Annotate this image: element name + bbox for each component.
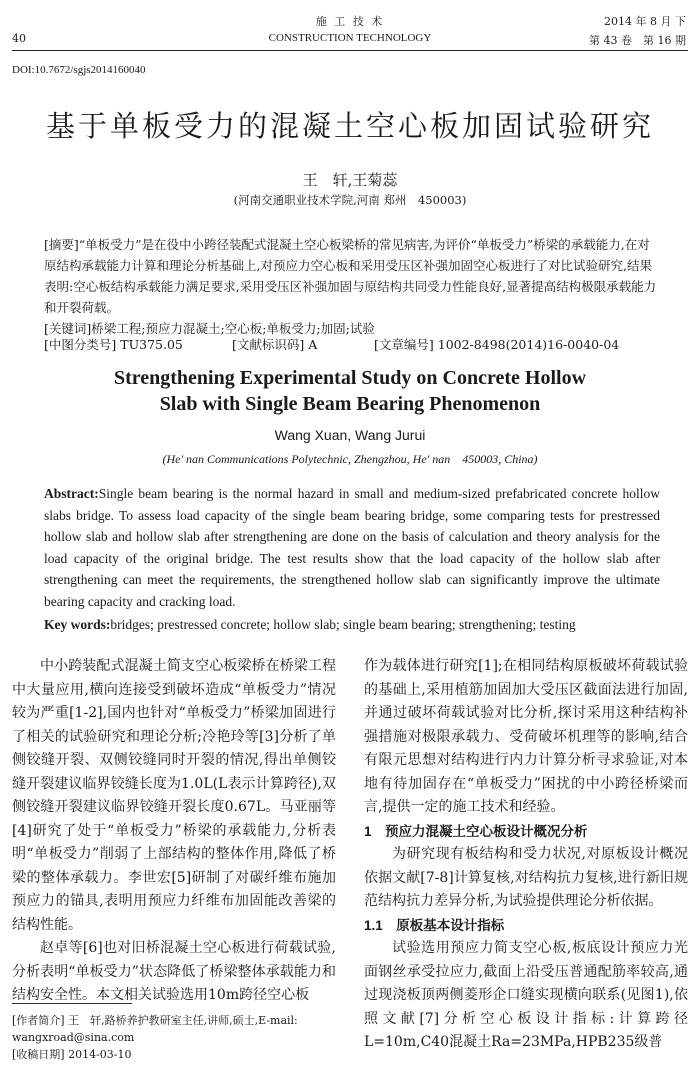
issue-date: 2014 年 8 月 下 — [604, 15, 686, 28]
right-column — [364, 655, 688, 1055]
doi: DOI:10.7672/sgjs2014160040 — [12, 64, 146, 76]
section-1-1-heading: 1.1 原板基本设计指标 — [364, 917, 505, 933]
article-number: [文章编号] 1002-8498(2014)16-0040-04 — [374, 337, 620, 352]
authors-cn: 王 轩,王菊蕊 — [302, 171, 398, 189]
received-date: [收稿日期] 2014-03-10 — [12, 1048, 132, 1061]
keywords-cn-label: [关键词] — [44, 321, 92, 336]
journal-name-cn: 施 工 技 术 — [315, 15, 385, 28]
volume-issue: 第 43 卷 第 16 期 — [589, 34, 686, 47]
keywords-en-label: Key words: — [44, 617, 111, 632]
right-paragraph-1: 作为载体进行研究[1];在相同结构原板破坏荷载试验的基础上,采用植筋加固加大受压区截面法进行加固,并通过破坏荷载试验对比分析,探讨采用这种结构补强措施对极限承载力、受荷破坏机理等的影响,结合有限元思想对结构进行内力计算分析寻求验证,对本地有待加固存在“单板受力”困扰的中小跨径桥梁而言,提供一定的施工技术和经验。 — [364, 658, 688, 815]
keywords-en — [44, 614, 660, 636]
keywords-en-text: bridges; prestressed concrete; hollow slab; single beam bearing; strengthening; testing — [110, 617, 576, 632]
keywords-cn-text: 桥梁工程;预应力混凝土;空心板;单板受力;加固;试验 — [91, 321, 375, 336]
doc-code: [文献标识码] A — [232, 337, 318, 352]
affiliation-cn: (河南交通职业技术学院,河南 郑州 450003) — [233, 193, 467, 207]
authors-en: Wang Xuan, Wang Jurui — [274, 427, 426, 443]
left-column — [12, 655, 336, 1008]
journal-name-en: CONSTRUCTION TECHNOLOGY — [268, 32, 432, 44]
abstract-en-label: Abstract: — [44, 486, 99, 501]
right-paragraph-2: 为研究现有板结构和受力状况,对原板设计概况依据文献[7-8]计算复核,对结构抗力复核,进行新旧规范结构抗力差异分析,为试验提供理论分析依据。 — [364, 846, 688, 909]
footnote — [12, 1012, 336, 1063]
author-bio: [作者简介] 王 轩,路桥养护教研室主任,讲师,硕士,E-mail: wangxroad@sina.com — [12, 1014, 298, 1044]
page-number: 40 — [12, 32, 26, 45]
clc-code: [中图分类号] TU375.05 — [44, 337, 183, 352]
right-paragraph-3: 试验选用预应力简支空心板,板底设计预应力光面钢丝承受拉应力,截面上沿受压普通配筋率较高,通过现浇板顶两侧菱形企口缝实现横向联系(见图1),依照文献[7]分析空心板设计指标:计算跨径L=10m,C40混凝土Ra=23MPa,HPB235级普 — [364, 940, 688, 1050]
affiliation-en: (He' nan Communications Polytechnic, Zhengzhou, He' nan 450003, China) — [162, 452, 538, 466]
title-en-line1: Strengthening Experimental Study on Concrete Hollow — [113, 367, 587, 389]
abstract-cn-text: “单板受力”是在役中小跨径装配式混凝土空心板梁桥的常见病害,为评价“单板受力”桥梁的承载能力,在对原结构承载能力计算和理论分析基础上,对预应力空心板和采用受压区补强加固空心板进行了对比试验研究,结果表明:空心板结构承载能力满足要求,采用受压区补强加固与原结构共同受力性能良好,显著提高结构极限承载能力和开裂荷载。 — [44, 237, 657, 315]
section-1-heading: 1 预应力混凝土空心板设计概况分析 — [364, 823, 588, 839]
footnote-rule — [12, 1003, 132, 1004]
abstract-cn — [44, 234, 660, 318]
abstract-cn-label: [摘要] — [44, 237, 79, 252]
abstract-en — [44, 483, 660, 612]
header-rule — [12, 50, 688, 51]
left-paragraph-1: 中小跨装配式混凝土简支空心板梁桥在桥梁工程中大量应用,横向连接受到破坏造成“单板受力”情况较为严重[1-2],国内也针对“单板受力”桥梁加固进行了相关的试验研究和理论分析;冷艳玲等[3]分析了单侧铰缝开裂、双侧铰缝同时开裂的情况,得出单侧铰缝开裂建议临界铰缝长度为1.0L(L表示计算跨径),双侧铰缝开裂建议临界铰缝开裂长度0.67L。马亚丽等[4]研究了处于“单板受力”桥梁的承载能力,分析表明“单板受力”削弱了上部结构的整体作用,降低了桥梁的整体承载力。李世宏[5]研制了对碳纤维布施加预应力的锚具,表明用预应力纤维布加固能改善梁的结构性能。 — [12, 658, 336, 933]
title-cn: 基于单板受力的混凝土空心板加固试验研究 — [45, 109, 654, 143]
abstract-en-text: Single beam bearing is the normal hazard in small and medium-sized prefabricated concrete hollow slabs bridge. To assess load capacity of the single beam bearing bridge, some comparing tests for prestressed hollow slab and hollow slab after strengthening are done on the basis of calculation and theory analysis for the load capacity of the original bridge. The test results show that the load capacity of the hollow slab after strengthening can meet the requirements, the strengthened hollow slab can significantly improve the ultimate bearing capacity and cracking load. — [44, 486, 660, 609]
title-en-line2: Slab with Single Beam Bearing Phenomenon — [159, 393, 541, 415]
left-paragraph-2: 赵卓等[6]也对旧桥混凝土空心板进行荷载试验,分析表明“单板受力”状态降低了桥梁整体承载能力和结构安全性。本文相关试验选用10m跨径空心板 — [12, 940, 336, 1003]
